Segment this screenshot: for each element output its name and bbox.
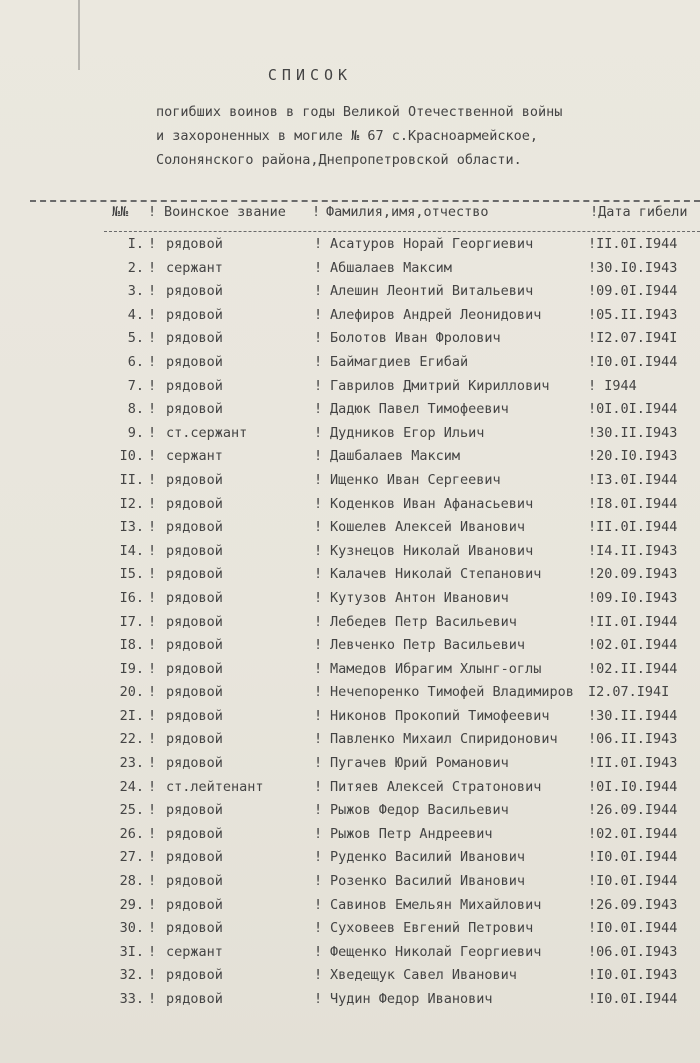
table-row <box>0 684 700 708</box>
table-row <box>0 944 700 968</box>
row-separator: ! <box>314 330 323 347</box>
subtitle-line: и захороненных в могиле № 67 с.Красноармейское, <box>156 128 539 144</box>
row-number: 2I. <box>119 707 144 724</box>
row-rank: рядовой <box>166 991 223 1007</box>
row-rank: ст.лейтенант <box>166 778 264 795</box>
row-name: Хведещук Савел Иванович <box>330 967 517 984</box>
row-separator: ! <box>314 306 323 323</box>
row-rank: сержант <box>166 943 223 960</box>
row-rank: рядовой <box>166 401 223 418</box>
document-subtitle <box>156 100 562 172</box>
row-name: Ищенко Иван Сергеевич <box>330 471 501 488</box>
row-rank: рядовой <box>166 542 223 559</box>
row-rank: рядовой <box>166 495 223 512</box>
row-name: Левченко Петр Васильевич <box>330 637 526 654</box>
row-separator: ! <box>148 637 157 654</box>
row-rank: рядовой <box>166 873 223 890</box>
row-separator: ! <box>314 283 323 300</box>
row-date: !I0.0I.I944 <box>588 920 678 937</box>
row-number: 26. <box>119 825 144 842</box>
row-name: Фещенко Николай Георгиевич <box>330 943 542 960</box>
row-name: Абшалаев Максим <box>330 259 452 276</box>
table-row <box>0 307 700 331</box>
row-date: !09.0I.I944 <box>588 283 678 300</box>
row-rank: сержант <box>166 448 223 465</box>
header-number: №№ <box>112 204 129 220</box>
row-separator: ! <box>314 448 323 465</box>
table-row <box>0 897 700 921</box>
row-separator: ! <box>148 778 157 795</box>
table-row <box>0 708 700 732</box>
table-row <box>0 826 700 850</box>
row-name: Нечепоренко Тимофей Владимиров <box>330 684 574 701</box>
row-date: !0I.0I.I944 <box>588 401 678 418</box>
row-separator: ! <box>148 684 157 701</box>
row-rank: рядовой <box>166 755 223 772</box>
row-date: !20.I0.I943 <box>588 448 678 465</box>
row-name: Калачев Николай Степанович <box>330 566 542 583</box>
row-date: !I2.07.I94I <box>588 330 678 347</box>
row-number: I5. <box>119 566 144 583</box>
row-separator: ! <box>148 920 157 937</box>
row-rank: рядовой <box>166 920 223 937</box>
row-separator: ! <box>314 542 323 559</box>
table-row <box>0 802 700 826</box>
row-number: 25. <box>119 802 144 819</box>
row-name: Савинов Емельян Михайлович <box>330 896 542 913</box>
row-name: Коденков Иван Афанасьевич <box>330 495 534 512</box>
row-rank: рядовой <box>166 589 223 606</box>
row-rank: рядовой <box>166 802 223 819</box>
row-number: 7. <box>127 377 144 394</box>
row-number: I9. <box>119 660 144 677</box>
table-row <box>0 496 700 520</box>
row-separator: ! <box>314 589 323 606</box>
table-row <box>0 354 700 378</box>
row-separator: ! <box>314 967 323 984</box>
row-rank: рядовой <box>166 825 223 842</box>
row-separator: ! <box>314 637 323 654</box>
row-name: Розенко Василий Иванович <box>330 873 526 890</box>
row-rank: рядовой <box>166 236 223 252</box>
row-separator: ! <box>148 967 157 984</box>
row-number: I7. <box>119 613 144 630</box>
table-row <box>0 590 700 614</box>
row-date: !I4.II.I943 <box>588 542 678 559</box>
row-rank: рядовой <box>166 566 223 583</box>
row-separator: ! <box>314 849 323 866</box>
row-name: Дашбалаев Максим <box>330 448 461 465</box>
row-number: 27. <box>119 849 144 866</box>
row-separator: ! <box>148 707 157 724</box>
row-name: Суховеев Евгений Петрович <box>330 920 534 937</box>
row-separator: ! <box>148 613 157 630</box>
table-row <box>0 519 700 543</box>
row-date: I2.07.I94I <box>588 684 670 701</box>
row-number: 23. <box>119 755 144 772</box>
row-name: Рыжов Федор Васильевич <box>330 802 509 819</box>
table-row <box>0 566 700 590</box>
row-rank: рядовой <box>166 306 223 323</box>
table-row <box>0 849 700 873</box>
row-separator: ! <box>314 825 323 842</box>
row-number: 4. <box>127 306 144 323</box>
row-rank: рядовой <box>166 731 223 748</box>
row-date: !09.I0.I943 <box>588 589 678 606</box>
row-separator: ! <box>148 731 157 748</box>
row-number: 8. <box>127 401 144 418</box>
table-row <box>0 661 700 685</box>
table-row <box>0 614 700 638</box>
row-name: Рыжов Петр Андреевич <box>330 825 493 842</box>
row-name: Павленко Михаил Спиридонович <box>330 731 558 748</box>
row-separator: ! <box>314 377 323 394</box>
row-name: Дадюк Павел Тимофеевич <box>330 401 509 418</box>
row-separator: ! <box>314 943 323 960</box>
row-number: 22. <box>119 731 144 748</box>
row-number: 32. <box>119 967 144 984</box>
row-date: !20.09.I943 <box>588 566 678 583</box>
row-name: Руденко Василий Иванович <box>330 849 526 866</box>
row-rank: рядовой <box>166 283 223 300</box>
row-number: 2. <box>127 259 144 276</box>
row-separator: ! <box>314 755 323 772</box>
row-name: Баймагдиев Егибай <box>330 353 469 370</box>
row-date: !30.II.I944 <box>588 707 678 724</box>
row-number: I2. <box>119 495 144 512</box>
row-number: 3I. <box>119 943 144 960</box>
row-number: 6. <box>127 353 144 370</box>
header-date: !Дата гибели <box>590 204 688 220</box>
row-date: !I0.0I.I944 <box>588 873 678 890</box>
row-rank: рядовой <box>166 613 223 630</box>
row-separator: ! <box>314 707 323 724</box>
subtitle-line: Солонянского района,Днепропетровской области. <box>156 152 522 168</box>
row-separator: ! <box>314 519 323 536</box>
row-separator: ! <box>314 424 323 441</box>
row-rank: рядовой <box>166 967 223 984</box>
row-separator: ! <box>148 259 157 276</box>
row-separator: ! <box>314 920 323 937</box>
row-separator: ! <box>314 471 323 488</box>
row-number: I. <box>127 236 144 252</box>
table-row <box>0 260 700 284</box>
row-separator: ! <box>314 353 323 370</box>
row-separator: ! <box>314 731 323 748</box>
row-separator: ! <box>148 849 157 866</box>
row-name: Мамедов Ибрагим Хлынг-оглы <box>330 660 542 677</box>
row-name: Кузнецов Николай Иванович <box>330 542 534 559</box>
row-separator: ! <box>148 306 157 323</box>
paper-fold-mark <box>78 0 80 70</box>
row-separator: ! <box>314 566 323 583</box>
table-row <box>0 378 700 402</box>
row-separator: ! <box>314 778 323 795</box>
row-separator: ! <box>314 873 323 890</box>
subtitle-line: погибших воинов в годы Великой Отечественной войны <box>156 104 563 120</box>
table-row <box>0 330 700 354</box>
table-row <box>0 425 700 449</box>
row-rank: рядовой <box>166 637 223 654</box>
row-separator: ! <box>314 802 323 819</box>
row-separator: ! <box>314 495 323 512</box>
row-separator: ! <box>314 684 323 701</box>
row-separator: ! <box>148 471 157 488</box>
row-name: Болотов Иван Фролович <box>330 330 501 347</box>
row-rank: рядовой <box>166 896 223 913</box>
row-date: !26.09.I943 <box>588 896 678 913</box>
row-separator: ! <box>148 660 157 677</box>
row-rank: рядовой <box>166 353 223 370</box>
table-row <box>0 283 700 307</box>
row-number: 9. <box>127 424 144 441</box>
row-date: !I0.0I.I944 <box>588 991 678 1007</box>
row-rank: рядовой <box>166 660 223 677</box>
row-separator: ! <box>148 353 157 370</box>
row-number: 30. <box>119 920 144 937</box>
row-number: 24. <box>119 778 144 795</box>
row-date: !II.0I.I943 <box>588 755 678 772</box>
document-title: СПИСОК <box>267 66 353 84</box>
row-separator: ! <box>148 943 157 960</box>
row-separator: ! <box>314 613 323 630</box>
row-date: !02.0I.I944 <box>588 637 678 654</box>
row-rank: рядовой <box>166 684 223 701</box>
header-rank: Воинское звание <box>164 204 286 220</box>
table-row <box>0 731 700 755</box>
row-separator: ! <box>314 896 323 913</box>
row-rank: рядовой <box>166 330 223 347</box>
table-top-rule <box>30 200 700 202</box>
row-separator: ! <box>314 259 323 276</box>
table-row <box>0 236 700 260</box>
row-date: !06.II.I943 <box>588 731 678 748</box>
row-date: !02.II.I944 <box>588 660 678 677</box>
header-separator: ! <box>148 204 157 220</box>
row-number: I0. <box>119 448 144 465</box>
row-number: 20. <box>119 684 144 701</box>
table-row <box>0 920 700 944</box>
row-separator: ! <box>148 755 157 772</box>
row-separator: ! <box>148 283 157 300</box>
row-date: !26.09.I944 <box>588 802 678 819</box>
row-separator: ! <box>148 519 157 536</box>
row-separator: ! <box>148 589 157 606</box>
row-separator: ! <box>148 542 157 559</box>
row-date: !02.0I.I944 <box>588 825 678 842</box>
row-name: Кошелев Алексей Иванович <box>330 519 526 536</box>
row-rank: рядовой <box>166 471 223 488</box>
row-number: 29. <box>119 896 144 913</box>
row-number: 5. <box>127 330 144 347</box>
row-date: !05.II.I943 <box>588 306 678 323</box>
row-number: 33. <box>119 991 144 1007</box>
row-separator: ! <box>148 873 157 890</box>
row-number: II. <box>119 471 144 488</box>
row-separator: ! <box>148 330 157 347</box>
row-separator: ! <box>314 660 323 677</box>
row-separator: ! <box>148 377 157 394</box>
table-row <box>0 755 700 779</box>
row-rank: рядовой <box>166 519 223 536</box>
table-row <box>0 543 700 567</box>
row-separator: ! <box>148 825 157 842</box>
row-number: I8. <box>119 637 144 654</box>
row-rank: рядовой <box>166 707 223 724</box>
row-separator: ! <box>148 495 157 512</box>
row-name: Алешин Леонтий Витальевич <box>330 283 534 300</box>
row-date: !30.I0.I943 <box>588 259 678 276</box>
table-row <box>0 637 700 661</box>
row-separator: ! <box>314 236 323 252</box>
row-name: Дудников Егор Ильич <box>330 424 485 441</box>
row-name: Кутузов Антон Иванович <box>330 589 509 606</box>
row-rank: рядовой <box>166 849 223 866</box>
row-separator: ! <box>148 896 157 913</box>
table-body <box>0 236 700 1015</box>
table-row <box>0 448 700 472</box>
row-number: I4. <box>119 542 144 559</box>
row-separator: ! <box>148 991 157 1007</box>
table-row <box>0 873 700 897</box>
row-date: !I0.0I.I943 <box>588 967 678 984</box>
row-separator: ! <box>148 401 157 418</box>
table-row <box>0 779 700 803</box>
row-date: !II.0I.I944 <box>588 519 678 536</box>
row-date: ! I944 <box>588 377 637 394</box>
table-row <box>0 967 700 991</box>
row-separator: ! <box>314 991 323 1007</box>
row-separator: ! <box>314 401 323 418</box>
row-name: Лебедев Петр Васильевич <box>330 613 517 630</box>
table-row <box>0 472 700 496</box>
table-row <box>0 401 700 425</box>
row-rank: сержант <box>166 259 223 276</box>
row-separator: ! <box>148 424 157 441</box>
row-separator: ! <box>148 236 157 252</box>
row-name: Пугачев Юрий Романович <box>330 755 509 772</box>
row-date: !30.II.I943 <box>588 424 678 441</box>
row-name: Питяев Алексей Стратонович <box>330 778 542 795</box>
row-number: 3. <box>127 283 144 300</box>
row-date: !II.0I.I944 <box>588 613 678 630</box>
row-separator: ! <box>148 448 157 465</box>
row-number: 28. <box>119 873 144 890</box>
table-row <box>0 991 700 1015</box>
row-date: !0I.I0.I944 <box>588 778 678 795</box>
row-date: !06.0I.I943 <box>588 943 678 960</box>
row-name: Алефиров Андрей Леонидович <box>330 306 542 323</box>
row-date: !I0.0I.I944 <box>588 353 678 370</box>
row-name: Чудин Федор Иванович <box>330 991 493 1007</box>
row-rank: ст.сержант <box>166 424 248 441</box>
header-separator: ! <box>312 204 321 220</box>
row-separator: ! <box>148 566 157 583</box>
table-header-rule <box>104 231 700 232</box>
row-name: Асатуров Норай Георгиевич <box>330 236 534 252</box>
row-date: !I0.0I.I944 <box>588 849 678 866</box>
row-date: !I3.0I.I944 <box>588 471 678 488</box>
row-separator: ! <box>148 802 157 819</box>
row-name: Гаврилов Дмитрий Кириллович <box>330 377 550 394</box>
row-date: !II.0I.I944 <box>588 236 678 252</box>
row-number: I3. <box>119 519 144 536</box>
table-header-row <box>0 204 700 226</box>
row-date: !I8.0I.I944 <box>588 495 678 512</box>
row-name: Никонов Прокопий Тимофеевич <box>330 707 550 724</box>
row-number: I6. <box>119 589 144 606</box>
header-name: Фамилия,имя,отчество <box>326 204 489 220</box>
row-rank: рядовой <box>166 377 223 394</box>
